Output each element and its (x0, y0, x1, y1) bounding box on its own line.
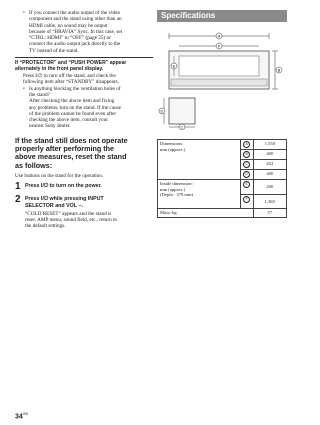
heading-line: as follows: (15, 160, 53, 170)
text-line: “COLD RESET” appears and the stand is (25, 210, 112, 217)
text-line: Inside dimension: (160, 181, 193, 186)
circled-letter: A (243, 141, 250, 148)
step-1 (15, 182, 153, 192)
page-language-code: GB (22, 412, 28, 416)
specifications-title: Specifications (157, 10, 287, 22)
text-line: the default settings. (25, 223, 66, 230)
text-line: SELECTOR and VOL −. (25, 202, 83, 209)
text-line: TV instead of the stand. (29, 47, 79, 54)
mark-cell (240, 194, 253, 209)
stand-front-panel (171, 79, 267, 86)
text-line: HDMI cable, no sound may be output (29, 22, 108, 29)
bullet-ventilation (23, 86, 153, 99)
text-line: Dimensions: (160, 141, 184, 146)
stand-dimension-diagram (157, 26, 287, 130)
text-line: following item after “STANDBY” disappears. (23, 79, 119, 86)
mark-cell (240, 180, 253, 195)
circled-letter: C (243, 161, 250, 168)
heading-line: If “PROTECTOR” and “PUSH POWER” appear (15, 60, 127, 67)
step-instruction (25, 195, 104, 209)
text-line: of the problem cannot be found even after (29, 110, 117, 117)
label-d: D (160, 108, 164, 114)
mark-cell (240, 170, 253, 180)
step-2-note (25, 211, 153, 230)
heading-line: If the stand still does not operate (15, 135, 128, 145)
text-line: nearest Sony dealer. (29, 123, 71, 130)
reset-intro: Use buttons on the stand for the operation. (15, 172, 104, 179)
ventilation-followup (23, 98, 153, 129)
left-column (15, 10, 153, 230)
value-cell: 400 (253, 150, 286, 160)
table-row (158, 209, 287, 218)
bullet-audio-output (23, 10, 153, 54)
text-line: (Depth : 379 mm) (160, 192, 194, 197)
circled-letter: B (243, 151, 250, 158)
value-cell: 200 (253, 180, 286, 195)
text-line: mm (approx.) (160, 146, 186, 152)
step-number: 1 (15, 181, 21, 193)
protector-body (15, 73, 153, 86)
text-line: the stand? (29, 91, 50, 98)
text-line: checking the above item, consult your (29, 117, 108, 124)
text-line: Press I/⏻ while pressing INPUT (25, 196, 104, 203)
text-line: • Is anything blocking the ventilation holes of (29, 85, 121, 92)
mark-cell (240, 140, 253, 150)
stand-side-view (169, 98, 195, 124)
text-line: component and the stand using other than an (29, 16, 122, 23)
value-cell: 57 (253, 209, 286, 218)
heading-line: above measures, reset the stand (15, 152, 127, 162)
text-line: reset. AMP menu, sound field, etc., return to (25, 217, 118, 224)
label-a: A (217, 33, 221, 39)
text-line: any problems, turn on the stand. If the cause (29, 104, 121, 111)
label-f: F (217, 43, 221, 49)
value-cell: 400 (253, 170, 286, 180)
step-number: 2 (15, 194, 21, 206)
heading-line: properly after performing the (15, 144, 115, 154)
reset-section-heading (15, 137, 153, 170)
page-number (15, 410, 28, 421)
heading-line: alternately in the front panel display. (15, 66, 104, 73)
label-e: E (172, 63, 176, 69)
circled-letter: E (243, 181, 250, 188)
step-2 (15, 195, 153, 209)
circled-letter: F (243, 196, 250, 203)
value-cell: 452 (253, 160, 286, 170)
inside-dimension-label (158, 180, 241, 209)
mark-cell (240, 150, 253, 160)
dimensions-label (158, 140, 241, 180)
mass-label: Mass: kg (158, 209, 254, 218)
mark-cell (240, 160, 253, 170)
table-row (158, 180, 287, 195)
page-number-value: 34 (15, 413, 23, 421)
text-line: • If you connect the audio output of the video (29, 10, 121, 16)
value-cell: 1,365 (253, 194, 286, 209)
specifications-table (157, 139, 287, 218)
circled-letter: D (243, 171, 250, 178)
step-instruction (25, 182, 102, 189)
text-line: mm (approx.) (160, 186, 186, 192)
text-line: connect the audio output jack directly to the (29, 41, 121, 48)
text-line: After checking the above item and fixing (29, 98, 115, 105)
right-column (157, 10, 287, 218)
text-line: “CTRL: HDMI” to “OFF” (page 25) or (29, 35, 111, 42)
separator-rule (15, 57, 153, 58)
protector-heading (15, 60, 153, 72)
table-row (158, 140, 287, 150)
label-b: B (277, 67, 281, 73)
text-line: Press I/⏻ to turn on the power. (25, 183, 102, 190)
value-cell: 1,550 (253, 140, 286, 150)
text-line: Press I/⏻ to turn off the stand, and check the (23, 73, 116, 80)
stand-open-shelf (179, 56, 259, 76)
text-line: because of “BRAVIA” Sync. In this case, set (29, 28, 123, 35)
label-c: C (180, 124, 184, 130)
